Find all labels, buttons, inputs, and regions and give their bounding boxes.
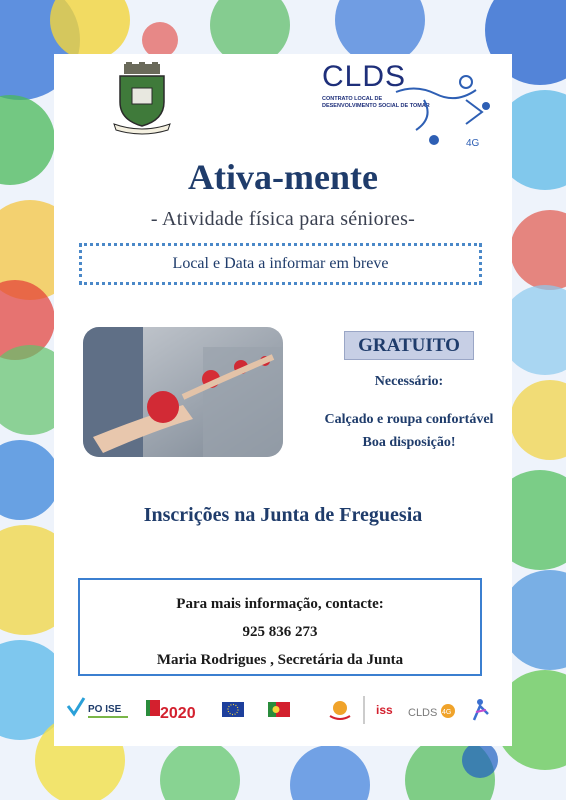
portugal2020-logo bbox=[146, 700, 196, 722]
clds-logo-name: CLDS bbox=[322, 60, 407, 93]
crest-icon bbox=[110, 62, 174, 136]
contact-heading: Para mais informação, contacte: bbox=[176, 596, 384, 612]
seguranca-social-logo bbox=[330, 701, 350, 719]
eu-flag-logo bbox=[222, 702, 244, 717]
figure-icon bbox=[474, 699, 488, 720]
contact-person: Maria Rodrigues , Secretária da Junta bbox=[156, 652, 404, 668]
requirements-label: Necessário: bbox=[374, 374, 444, 389]
poise-logo-text: PO ISE bbox=[88, 704, 122, 715]
clds-logo bbox=[316, 60, 496, 152]
page-subtitle: - Atividade física para séniores- bbox=[150, 208, 416, 230]
contact-box bbox=[78, 578, 482, 676]
date-notice: Local e Data a informar em breve bbox=[79, 243, 482, 285]
requirement-item: Calçado e roupa confortável bbox=[324, 412, 494, 427]
signup-notice: Inscrições na Junta de Freguesia bbox=[143, 504, 423, 526]
free-badge: GRATUITO bbox=[344, 331, 474, 360]
clds-small-logo-text: CLDS bbox=[408, 707, 438, 719]
clds-logo-gen: 4G bbox=[466, 138, 480, 149]
requirement-item: Boa disposição! bbox=[362, 435, 456, 450]
iss-logo bbox=[376, 703, 393, 717]
contact-phone: 925 836 273 bbox=[242, 624, 318, 640]
partner-logos bbox=[64, 690, 504, 730]
clds-small-logo bbox=[408, 704, 455, 719]
page-title: Ativa-mente bbox=[188, 157, 378, 197]
clds-figures-icon bbox=[316, 60, 496, 152]
poise-logo bbox=[68, 698, 128, 718]
svg-text:iss: iss bbox=[376, 703, 393, 717]
seniors-exercise-photo bbox=[83, 327, 283, 457]
clds-small-logo-gen: 4G bbox=[442, 709, 452, 716]
poster-card bbox=[54, 54, 512, 746]
portugal-flag-logo bbox=[268, 702, 290, 717]
portugal2020-logo-text: 2020 bbox=[160, 705, 196, 722]
clds-logo-subtitle: CONTRATO LOCAL DE DESENVOLVIMENTO SOCIAL DE TOMAR bbox=[322, 96, 430, 109]
